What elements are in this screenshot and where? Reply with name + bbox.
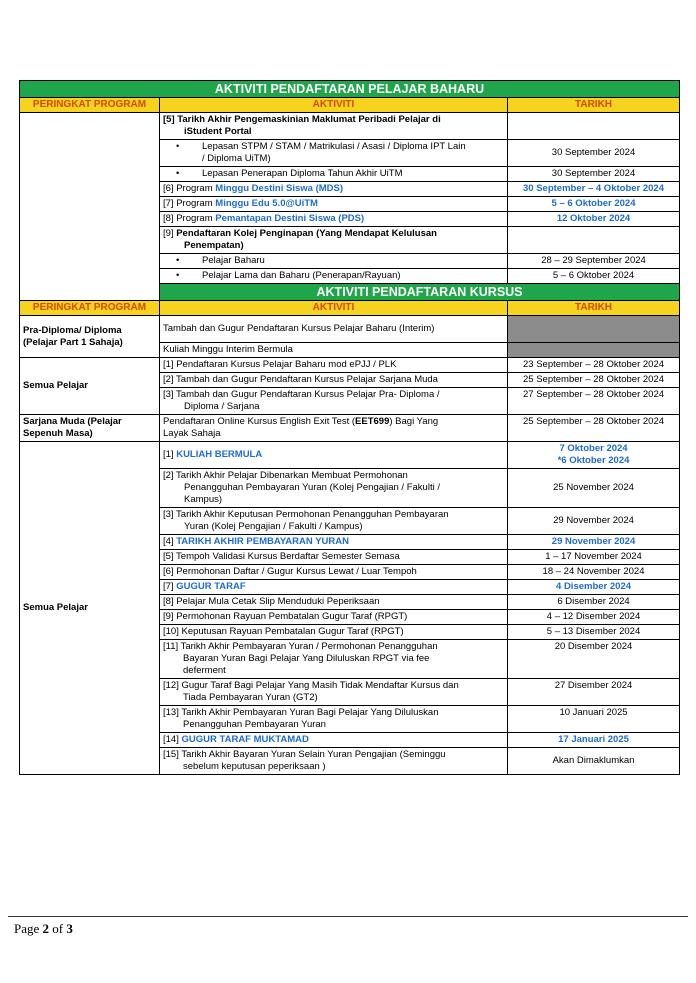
activity-cell: [8] Program Pemantapan Destini Siswa (PDS) <box>160 212 508 227</box>
date-cell: 27 September – 28 Oktober 2024 <box>508 388 680 415</box>
page-footer: Page 2 of 3 <box>14 921 73 936</box>
level-cell: Semua Pelajar <box>20 358 160 415</box>
date-cell: 23 September – 28 Oktober 2024 <box>508 358 680 373</box>
activity-cell: [9] Permohonan Rayuan Pembatalan Gugur Taraf (RPGT) <box>160 610 508 625</box>
page-number: 2 <box>42 921 50 936</box>
date-cell: 5 – 6 Oktober 2024 <box>508 197 680 212</box>
date-cell: 25 September – 28 Oktober 2024 <box>508 415 680 442</box>
activity-cell: [2] Tambah dan Gugur Pendaftaran Kursus Pelajar Sarjana Muda <box>160 373 508 388</box>
table-row <box>20 113 680 140</box>
activity-cell: [14] GUGUR TARAF MUKTAMAD <box>160 733 508 748</box>
activity-cell: [9] Pendaftaran Kolej Penginapan (Yang Mendapat Kelulusan Penempatan) <box>160 227 508 254</box>
activity-cell: [6] Program Minggu Destini Siswa (MDS) <box>160 182 508 197</box>
column-headers <box>20 301 680 316</box>
level-cell-empty <box>20 113 160 301</box>
table-row <box>20 358 680 373</box>
activity-cell: [7] Program Minggu Edu 5.0@UiTM <box>160 197 508 212</box>
activity-cell: [11] Tarikh Akhir Pembayaran Yuran / Permohonan Penangguhan Bayaran Yuran Bagi Pelajar Yang Diluluskan RPGT via fee deferment <box>160 640 508 679</box>
date-cell: 4 Disember 2024 <box>508 580 680 595</box>
header-date: TARIKH <box>508 301 680 316</box>
activity-cell: [3] Tambah dan Gugur Pendaftaran Kursus Pelajar Pra- Diploma / Diploma / Sarjana <box>160 388 508 415</box>
date-cell: 29 November 2024 <box>508 508 680 535</box>
level-cell: Semua Pelajar <box>20 442 160 775</box>
activity-cell: [2] Tarikh Akhir Pelajar Dibenarkan Membuat Permohonan Penangguhan Pembayaran Yuran (Kolej Pengajian / Fakulti / Kampus) <box>160 469 508 508</box>
bullet-icon: • <box>176 270 180 281</box>
activity-cell: Kuliah Minggu Interim Bermula <box>160 343 508 358</box>
date-cell: 30 September 2024 <box>508 140 680 167</box>
date-cell: 7 Oktober 2024 *6 Oktober 2024 <box>508 442 680 469</box>
registration-table <box>19 80 680 775</box>
activity-cell: [8] Pelajar Mula Cetak Slip Menduduki Peperiksaan <box>160 595 508 610</box>
date-cell: 25 September – 28 Oktober 2024 <box>508 373 680 388</box>
activity-cell: • Pelajar Baharu <box>160 254 508 269</box>
date-cell: 29 November 2024 <box>508 535 680 550</box>
table-row <box>20 316 680 343</box>
date-cell: 12 Oktober 2024 <box>508 212 680 227</box>
activity-cell: • Lepasan Penerapan Diploma Tahun Akhir UiTM <box>160 167 508 182</box>
footer-divider <box>8 916 688 917</box>
activity-cell: [5] Tarikh Akhir Pengemaskinian Maklumat Peribadi Pelajar di iStudent Portal <box>160 113 508 140</box>
date-cell: 30 September 2024 <box>508 167 680 182</box>
activity-cell: [1] Pendaftaran Kursus Pelajar Baharu mod ePJJ / PLK <box>160 358 508 373</box>
table-row <box>20 415 680 442</box>
date-cell: 1 – 17 November 2024 <box>508 550 680 565</box>
date-cell: 10 Januari 2025 <box>508 706 680 733</box>
date-cell: 5 – 6 Oktober 2024 <box>508 269 680 284</box>
activity-cell: [1] KULIAH BERMULA <box>160 442 508 469</box>
date-cell: 4 – 12 Disember 2024 <box>508 610 680 625</box>
activity-cell: [13] Tarikh Akhir Pembayaran Yuran Bagi Pelajar Yang Diluluskan Penangguhan Pembayaran Yuran <box>160 706 508 733</box>
column-headers <box>20 98 680 113</box>
activity-cell: [5] Tempoh Validasi Kursus Berdaftar Semester Semasa <box>160 550 508 565</box>
date-cell: Akan Dimaklumkan <box>508 748 680 775</box>
date-cell: 30 September – 4 Oktober 2024 <box>508 182 680 197</box>
activity-cell: • Lepasan STPM / STAM / Matrikulasi / Asasi / Diploma IPT Lain / Diploma UiTM) <box>160 140 508 167</box>
bullet-icon: • <box>176 141 180 152</box>
date-cell-shaded <box>508 343 680 358</box>
activity-cell: Tambah dan Gugur Pendaftaran Kursus Pelajar Baharu (Interim) <box>160 316 508 343</box>
date-cell: 6 Disember 2024 <box>508 595 680 610</box>
table-row <box>20 442 680 469</box>
section-title-new-students: AKTIVITI PENDAFTARAN PELAJAR BAHARU <box>20 81 680 98</box>
date-cell: 28 – 29 September 2024 <box>508 254 680 269</box>
date-cell: 20 Disember 2024 <box>508 640 680 679</box>
date-cell-shaded <box>508 316 680 343</box>
date-cell: 25 November 2024 <box>508 469 680 508</box>
header-level: PERINGKAT PROGRAM <box>20 98 160 113</box>
activity-cell: [6] Permohonan Daftar / Gugur Kursus Lewat / Luar Tempoh <box>160 565 508 580</box>
date-cell-empty <box>508 113 680 140</box>
calendar-document <box>19 80 679 775</box>
activity-cell: [10] Keputusan Rayuan Pembatalan Gugur Taraf (RPGT) <box>160 625 508 640</box>
activity-cell: [12] Gugur Taraf Bagi Pelajar Yang Masih Tidak Mendaftar Kursus dan Tiada Pembayaran Yuran (GT2) <box>160 679 508 706</box>
bullet-icon: • <box>176 255 180 266</box>
date-cell: 17 Januari 2025 <box>508 733 680 748</box>
activity-cell: Pendaftaran Online Kursus English Exit Test (EET699) Bagi Yang Layak Sahaja <box>160 415 508 442</box>
level-cell: Sarjana Muda (Pelajar Sepenuh Masa) <box>20 415 160 442</box>
date-cell: 18 – 24 November 2024 <box>508 565 680 580</box>
activity-cell: • Pelajar Lama dan Baharu (Penerapan/Rayuan) <box>160 269 508 284</box>
date-cell-empty <box>508 227 680 254</box>
activity-cell: [15] Tarikh Akhir Bayaran Yuran Selain Yuran Pengajian (Seminggu sebelum keputusan peperiksaan ) <box>160 748 508 775</box>
header-activity: AKTIVITI <box>160 98 508 113</box>
header-activity: AKTIVITI <box>160 301 508 316</box>
activity-cell: [4] TARIKH AKHIR PEMBAYARAN YURAN <box>160 535 508 550</box>
level-cell: Pra-Diploma/ Diploma (Pelajar Part 1 Sahaja) <box>20 316 160 358</box>
activity-cell: [3] Tarikh Akhir Keputusan Permohonan Penangguhan Pembayaran Yuran (Kolej Pengajian / Fakulti / Kampus) <box>160 508 508 535</box>
activity-cell: [7] GUGUR TARAF <box>160 580 508 595</box>
header-level: PERINGKAT PROGRAM <box>20 301 160 316</box>
header-date: TARIKH <box>508 98 680 113</box>
page-total: 3 <box>66 921 73 936</box>
bullet-icon: • <box>176 168 180 179</box>
section-title-course-registration: AKTIVITI PENDAFTARAN KURSUS <box>20 284 680 301</box>
date-cell: 5 – 13 Disember 2024 <box>508 625 680 640</box>
date-cell: 27 Disember 2024 <box>508 679 680 706</box>
